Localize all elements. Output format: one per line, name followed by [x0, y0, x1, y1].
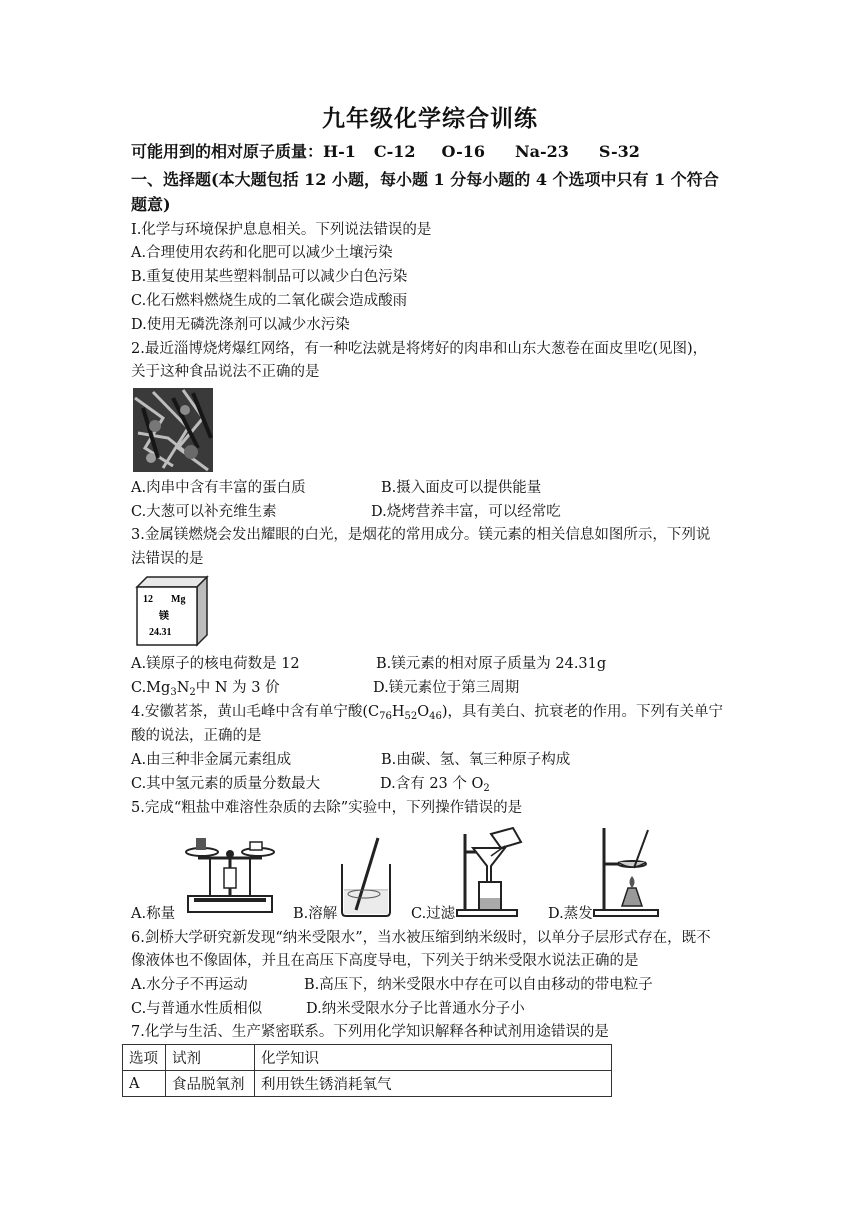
q2-option-d: D.烧烤营养丰富，可以经常吃: [371, 504, 561, 520]
q3-option-d: D.镁元素位于第三周期: [373, 680, 520, 696]
q3-option-a: A.镁原子的核电荷数是 12: [131, 656, 300, 672]
q4-option-c: C.其中氢元素的质量分数最大: [131, 776, 321, 792]
q4-stem-cont: 酸的说法，正确的是: [131, 728, 262, 744]
q6-stem: 6.剑桥大学研究新发现“纳米受限水”，当水被压缩到纳米级时，以单分子层形式存在，既不: [131, 930, 711, 946]
q2-stem-cont: 关于这种食品说法不正确的是: [131, 364, 320, 380]
q5-option-a: A.称量: [131, 906, 176, 922]
q6-option-a: A.水分子不再运动: [131, 977, 248, 993]
bbq-photo: [133, 388, 213, 472]
cube-number: 12: [143, 594, 153, 605]
mass-s: S-32: [598, 142, 640, 161]
q3-stem-cont: 法错误的是: [131, 551, 204, 567]
table-header-row: [123, 1045, 612, 1071]
q3-stem: 3.金属镁燃烧会发出耀眼的白光，是烟花的常用成分。镁元素的相关信息如图所示，下列说: [131, 527, 711, 543]
cube-mass: 24.31: [149, 627, 172, 638]
table-row: [123, 1071, 612, 1097]
section-heading: 一、选择题(本大题包括 12 小题，每小题 1 分每小题的 4 个选项中只有 1 个符合: [131, 170, 719, 189]
cube-symbol: Mg: [171, 594, 186, 605]
page-title: 九年级化学综合训练: [322, 105, 538, 132]
evaporation-figure: [592, 826, 660, 918]
cube-name: 镁: [159, 611, 169, 622]
q5-option-d: D.蒸发: [548, 906, 593, 922]
q5-stem: 5.完成“粗盐中难溶性杂质的去除”实验中，下列操作错误的是: [131, 800, 523, 816]
table-cell: 食品脱氧剂: [166, 1071, 255, 1097]
mass-c: C-12: [373, 142, 416, 161]
q6-option-c: C.与普通水性质相似: [131, 1001, 263, 1017]
q4-option-b: B.由碳、氢、氧三种原子构成: [381, 752, 571, 768]
header-option: 选项: [123, 1045, 166, 1071]
balance-scale-figure: [180, 828, 280, 916]
q2-option-b: B.摄入面皮可以提供能量: [381, 480, 542, 496]
q2-option-a: A.肉串中含有丰富的蛋白质: [131, 480, 306, 496]
q7-table: [122, 1044, 612, 1097]
masses-label: 可能用到的相对原子质量：: [131, 142, 324, 161]
table-cell: A: [123, 1071, 166, 1097]
q1-option-b: B.重复使用某些塑料制品可以减少白色污染: [131, 269, 408, 285]
header-reagent: 试剂: [166, 1045, 255, 1071]
q1-option-c: C.化石燃料燃烧生成的二氧化碳会造成酸雨: [131, 293, 408, 309]
mass-h: H-1: [323, 142, 356, 161]
q4-stem: 4.安徽茗茶，黄山毛峰中含有单宁酸$(C_{76}H_{52}O_{46})$，具有美白、抗衰老的作用。下列有关单宁: [131, 704, 723, 722]
q7-stem: 7.化学与生活、生产紧密联系。下列用化学知识解释各种试剂用途错误的是: [131, 1024, 609, 1040]
atomic-masses-line: [131, 142, 640, 162]
header-knowledge: 化学知识: [255, 1045, 612, 1071]
q2-stem: 2.最近淄博烧烤爆红网络，有一种吃法就是将烤好的肉串和山东大葱卷在面皮里吃(见图)，: [131, 341, 708, 357]
q4-option-d: D.含有 23 个 $O_2$: [380, 776, 490, 794]
q2-option-c: C.大葱可以补充维生素: [131, 504, 277, 520]
beaker-stirring-figure: [338, 834, 394, 918]
mass-na: Na-23: [514, 142, 569, 161]
q1-option-d: D.使用无磷洗涤剂可以减少水污染: [131, 317, 350, 333]
mass-o: O-16: [441, 142, 485, 161]
section-heading-cont: 题意): [131, 195, 171, 214]
table-cell: 利用铁生锈消耗氧气: [255, 1071, 612, 1097]
q5-option-c: C.过滤: [411, 906, 456, 922]
filtration-figure: [455, 826, 535, 918]
q1-stem: I.化学与环境保护息息相关。下列说法错误的是: [131, 222, 432, 238]
q3-option-b: B.镁元素的相对原子质量为 24.31g: [376, 656, 607, 672]
q6-stem-cont: 像液体也不像固体，并且在高压下高度导电，下列关于纳米受限水说法正确的是: [131, 953, 639, 969]
q3-option-c: $C.Mg_3N_2$中 N 为 3 价: [131, 680, 280, 698]
q1-option-a: A.合理使用农药和化肥可以减少土壤污染: [131, 245, 393, 261]
q4-option-a: A.由三种非金属元素组成: [131, 752, 292, 768]
q6-option-b: B.高压下，纳米受限水中存在可以自由移动的带电粒子: [304, 977, 653, 993]
q6-option-d: D.纳米受限水分子比普通水分子小: [306, 1001, 525, 1017]
q5-option-b: B.溶解: [293, 906, 338, 922]
magnesium-element-cube: [135, 575, 209, 647]
